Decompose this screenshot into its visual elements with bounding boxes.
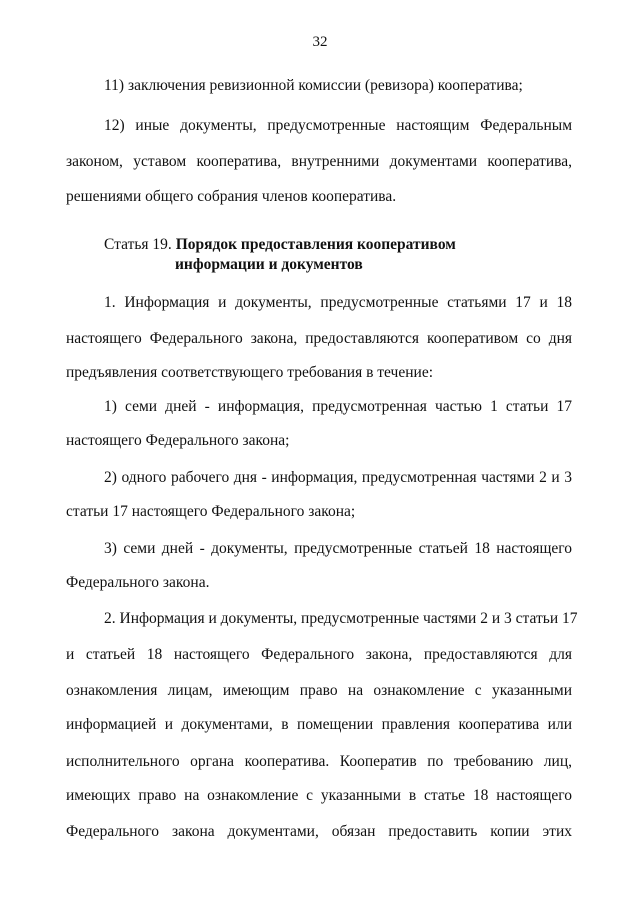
paragraph-2-line: и статьей 18 настоящего Федерального закона, предоставляются для (66, 646, 572, 663)
paragraph-2-line: Федерального закона документами, обязан предоставить копии этих (66, 823, 572, 840)
paragraph-2-line: 2. Информация и документы, предусмотренные частями 2 и 3 статьи 17 (104, 610, 578, 627)
list-item-3-line: Федерального закона. (66, 574, 210, 591)
article-heading (104, 235, 456, 255)
list-item-1-line: 1) семи дней - информация, предусмотренная частью 1 статьи 17 (104, 398, 572, 415)
list-item-2-line: 2) одного рабочего дня - информация, предусмотренная частями 2 и 3 (104, 469, 572, 486)
text-line: решениями общего собрания членов кооператива. (66, 188, 397, 205)
list-item-3-line: 3) семи дней - документы, предусмотренные статьей 18 настоящего (104, 540, 572, 557)
article-number: Статья 19. (104, 236, 176, 253)
text-line-item-12: 12) иные документы, предусмотренные настоящим Федеральным (104, 117, 572, 134)
article-title: Порядок предоставления кооперативом (175, 236, 456, 253)
paragraph-1-line: предъявления соответствующего требования в течение: (66, 364, 434, 381)
article-title-continued: информации и документов (175, 256, 363, 273)
list-item-2-line: статьи 17 настоящего Федерального закона; (66, 503, 356, 520)
list-item-1-line: настоящего Федерального закона; (66, 432, 290, 449)
text-line-item-11: 11) заключения ревизионной комиссии (ревизора) кооператива; (104, 77, 523, 94)
paragraph-2-line: имеющих право на ознакомление с указанными в статье 18 настоящего (66, 787, 572, 804)
paragraph-2-line: информацией и документами, в помещении правления кооператива или (66, 716, 572, 733)
paragraph-1-line: 1. Информация и документы, предусмотренные статьями 17 и 18 (104, 294, 572, 311)
text-line: законом, уставом кооператива, внутренними документами кооператива, (66, 153, 572, 170)
page-number: 32 (312, 34, 328, 50)
paragraph-2-line: ознакомления лицам, имеющим право на ознакомление с указанными (66, 682, 572, 699)
paragraph-1-line: настоящего Федерального закона, предоставляются кооперативом со дня (66, 330, 572, 347)
paragraph-2-line: исполнительного органа кооператива. Кооператив по требованию лиц, (66, 753, 572, 770)
